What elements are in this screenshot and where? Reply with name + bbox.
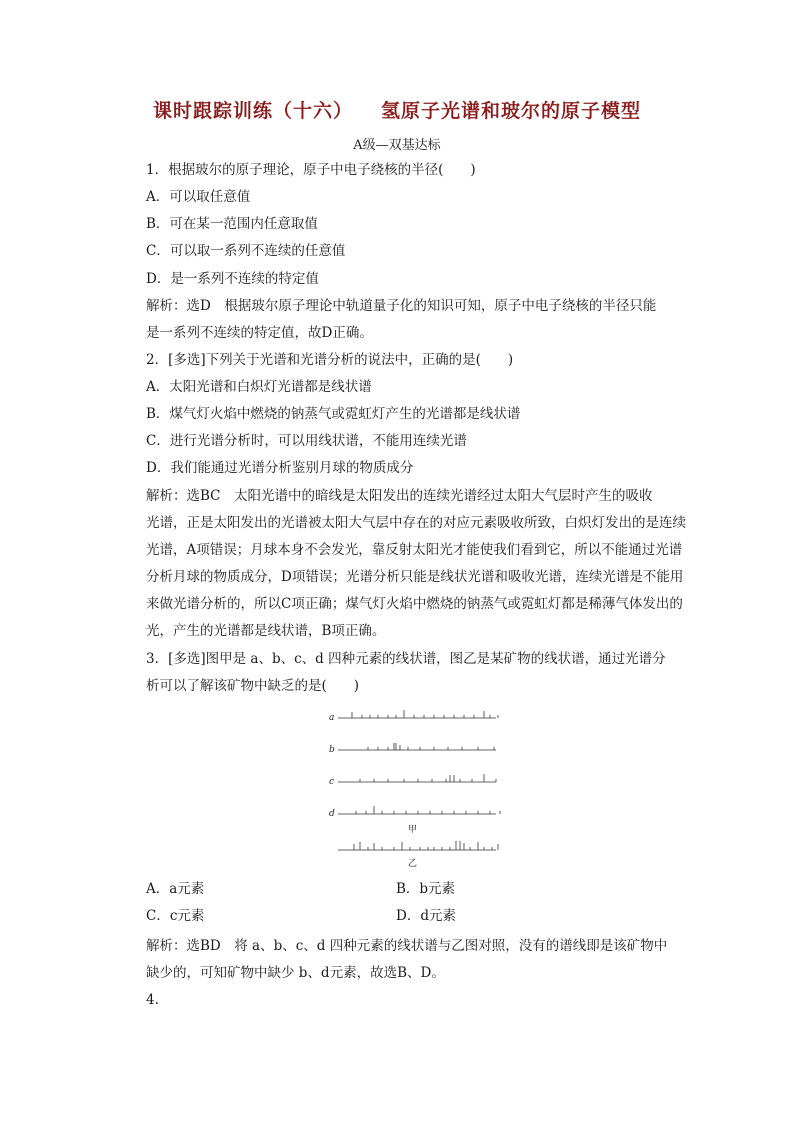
q3-stem-line2: 析可以了解该矿物中缺乏的是( ) xyxy=(146,678,360,694)
spectrum-figure xyxy=(328,708,508,868)
q2-analysis-line6: 光，产生的光谱都是线状谱，B项正确。 xyxy=(146,623,386,639)
q2-option-c: C．进行光谱分析时，可以用线状谱，不能用连续光谱 xyxy=(146,433,467,449)
q1-option-b: B．可在某一范围内任意取值 xyxy=(146,216,318,232)
q2-option-a: A．太阳光谱和白炽灯光谱都是线状谱 xyxy=(146,379,372,395)
figure-caption-yi: 乙 xyxy=(408,859,418,868)
q2-analysis-line3: 光谱，A项错误；月球本身不会发光，靠反射太阳光才能使我们看到它，所以不能通过光谱 xyxy=(146,542,683,558)
figure-caption-jia: 甲 xyxy=(408,825,418,835)
page-title xyxy=(0,96,794,123)
title-part1: 课时跟踪训练（十六） xyxy=(152,100,353,122)
q1-option-c: C．可以取一系列不连续的任意值 xyxy=(146,243,346,259)
q3-analysis-line1: 解析：选BD 将 a、b、c、d 四种元素的线状谱与乙图对照，没有的谱线即是该矿物中 xyxy=(146,938,668,954)
q1-analysis-line2: 是一系列不连续的特定值，故D正确。 xyxy=(146,325,373,341)
q2-analysis-line2: 光谱，正是太阳发出的光谱被太阳大气层中存在的对应元素吸收所致，白炽灯发出的是连续 xyxy=(146,515,686,531)
q3-option-a: A．a元素 xyxy=(146,881,205,897)
section-subtitle: A级—双基达标 xyxy=(353,138,441,153)
spectrum-row-label: a xyxy=(329,713,335,723)
q2-analysis-line1: 解析：选BC 太阳光谱中的暗线是太阳发出的连续光谱经过太阳大气层时产生的吸收 xyxy=(146,488,653,504)
q2-stem: 2．[多选]下列关于光谱和光谱分析的说法中，正确的是( ) xyxy=(146,352,514,368)
spectrum-row-label: d xyxy=(329,809,335,819)
q1-analysis-line1: 解析：选D 根据玻尔原子理论中轨道量子化的知识可知，原子中电子绕核的半径只能 xyxy=(146,298,657,314)
q3-stem-line1: 3．[多选]图甲是 a、b、c、d 四种元素的线状谱，图乙是某矿物的线状谱，通过光谱分 xyxy=(146,651,666,667)
q1-option-d: D．是一系列不连续的特定值 xyxy=(146,271,319,287)
q1-option-a: A．可以取任意值 xyxy=(146,189,251,205)
q2-option-b: B．煤气灯火焰中燃烧的钠蒸气或霓虹灯产生的光谱都是线状谱 xyxy=(146,406,521,422)
q2-analysis-line5: 来做光谱分析的，所以C项正确；煤气灯火焰中燃烧的钠蒸气或霓虹灯都是稀薄气体发出的 xyxy=(146,596,683,612)
q3-option-c: C．c元素 xyxy=(146,908,205,924)
q1-stem: 1．根据玻尔的原子理论，原子中电子绕核的半径( ) xyxy=(146,162,476,178)
q3-option-d: D．d元素 xyxy=(396,908,456,924)
q2-option-d: D．我们能通过光谱分析鉴别月球的物质成分 xyxy=(146,460,414,476)
spectrum-row-label: c xyxy=(329,777,335,787)
q3-option-b: B．b元素 xyxy=(396,881,456,897)
q2-analysis-line4: 分析月球的物质成分，D项错误；光谱分析只能是线状光谱和吸收光谱，连续光谱是不能用 xyxy=(146,569,684,585)
q3-analysis-line2: 缺少的，可知矿物中缺少 b、d元素，故选B、D。 xyxy=(146,965,445,981)
title-part2: 氢原子光谱和玻尔的原子模型 xyxy=(381,100,642,122)
spectrum-row-label: b xyxy=(329,745,335,755)
q4-number: 4. xyxy=(146,992,159,1008)
